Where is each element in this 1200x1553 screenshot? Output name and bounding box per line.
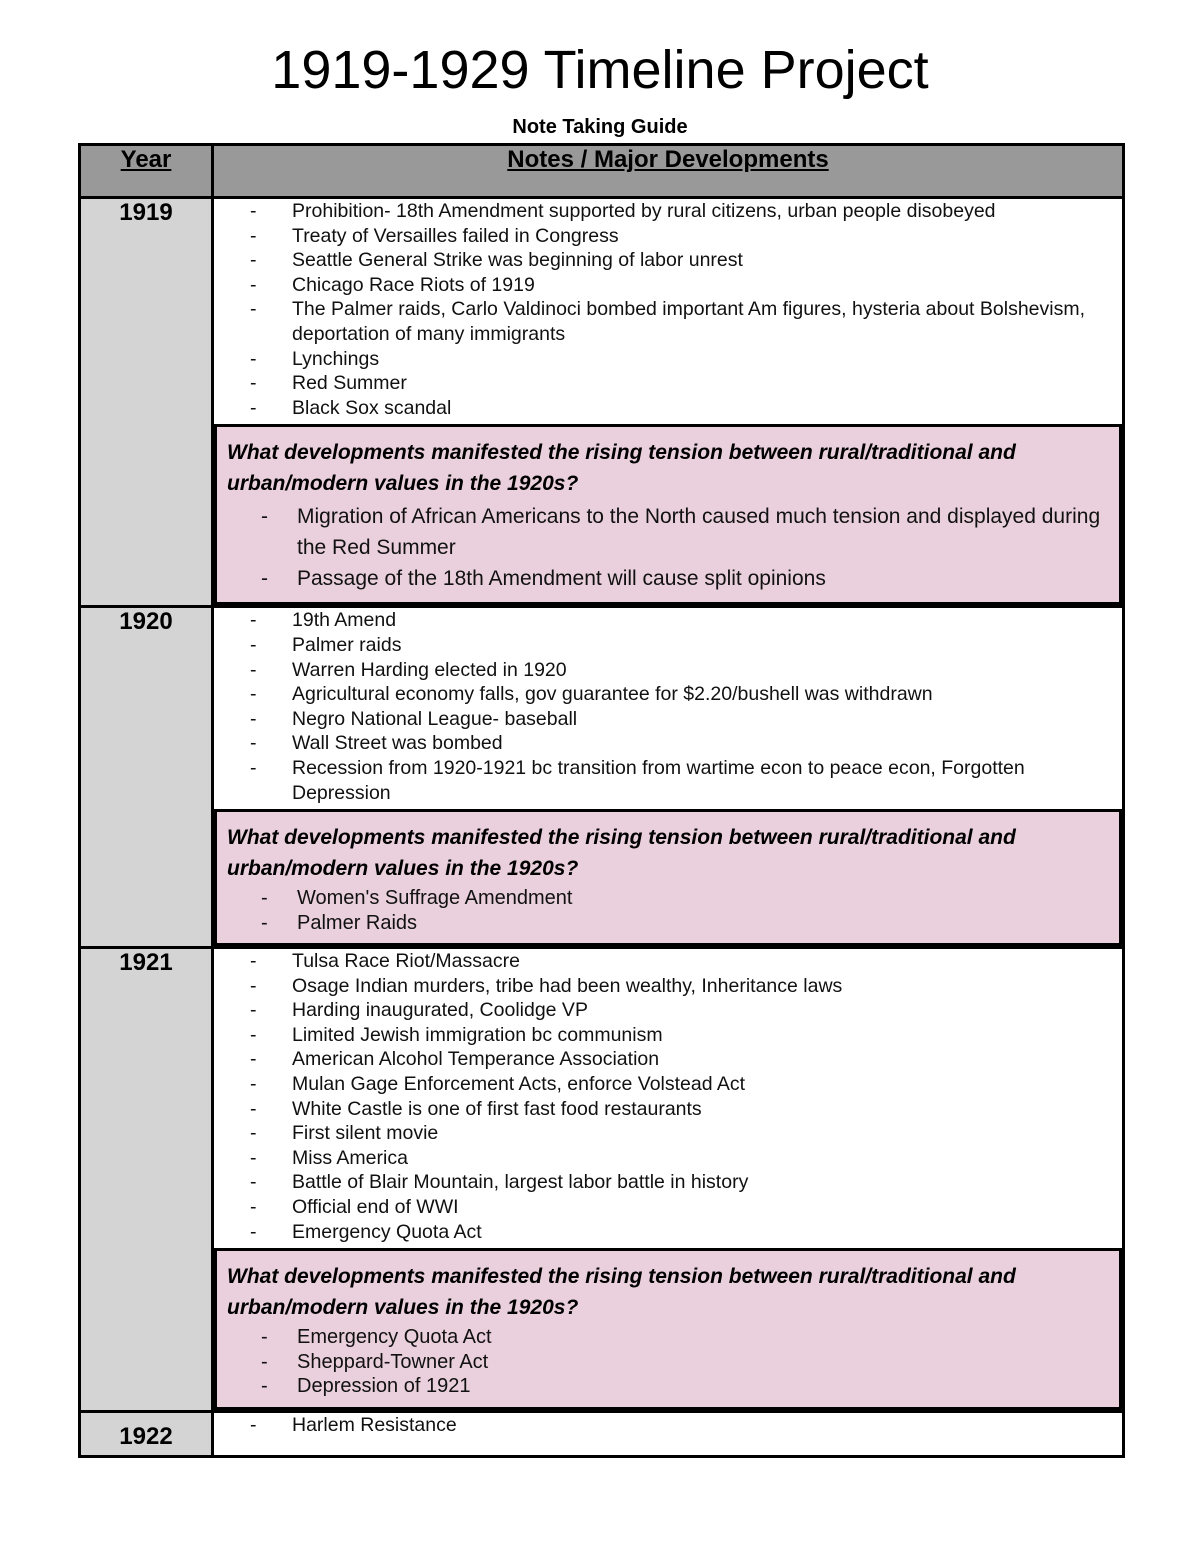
note-item: - Battle of Blair Mountain, largest labor battle in history [250, 1170, 1122, 1195]
answer-item: - Emergency Quota Act [261, 1325, 1109, 1350]
answer-item: - Passage of the 18th Amendment will cause split opinions [261, 563, 1109, 594]
question-text: What developments manifested the rising tension between rural/traditional and urban/modern values in the 1920s? [227, 826, 1016, 881]
note-item: - Red Summer [250, 371, 1122, 396]
answer-list [227, 886, 1109, 935]
note-item: - Recession from 1920-1921 bc transition from wartime econ to peace econ, Forgotten Depression [250, 756, 1122, 805]
year-cell: 1919 [80, 198, 213, 607]
note-item: - Miss America [250, 1146, 1122, 1171]
note-item: - 19th Amend [250, 608, 1122, 633]
answer-list [227, 1325, 1109, 1399]
notes-list [214, 1413, 1122, 1438]
note-item: - Palmer raids [250, 633, 1122, 658]
note-item: - Lynchings [250, 347, 1122, 372]
notes-list [214, 608, 1122, 805]
answer-item: - Depression of 1921 [261, 1374, 1109, 1399]
table-row [80, 607, 1124, 948]
question-text: What developments manifested the rising tension between rural/traditional and urban/modern values in the 1920s? [227, 1265, 1016, 1320]
page-title: 1919-1929 Timeline Project [271, 40, 929, 100]
question-box [214, 809, 1122, 946]
notes-cell [213, 948, 1124, 1412]
note-item: - Black Sox scandal [250, 396, 1122, 421]
question-text: What developments manifested the rising tension between rural/traditional and urban/modern values in the 1920s? [227, 441, 1016, 496]
note-item: - Prohibition- 18th Amendment supported by rural citizens, urban people disobeyed [250, 199, 1122, 224]
note-item: - Tulsa Race Riot/Massacre [250, 949, 1122, 974]
note-item: - Harlem Resistance [250, 1413, 1122, 1438]
question-box [214, 1248, 1122, 1410]
note-item: - Chicago Race Riots of 1919 [250, 273, 1122, 298]
question-box [214, 424, 1122, 605]
answer-item: - Women's Suffrage Amendment [261, 886, 1109, 911]
note-item: - Negro National League- baseball [250, 707, 1122, 732]
note-item: - White Castle is one of first fast food restaurants [250, 1097, 1122, 1122]
timeline-table [78, 143, 1125, 1458]
notes-list [214, 199, 1122, 420]
notes-column-header: Notes / Major Developments [213, 145, 1124, 198]
note-item: - Warren Harding elected in 1920 [250, 658, 1122, 683]
notes-cell [213, 198, 1124, 607]
year-column-header: Year [80, 145, 213, 198]
notes-list [214, 949, 1122, 1244]
note-item: - The Palmer raids, Carlo Valdinoci bombed important Am figures, hysteria about Bolshevism, deportation of many immigrants [250, 297, 1122, 346]
table-row [80, 948, 1124, 1412]
note-item: - Limited Jewish immigration bc communism [250, 1023, 1122, 1048]
note-item: - American Alcohol Temperance Association [250, 1047, 1122, 1072]
note-item: - Treaty of Versailles failed in Congress [250, 224, 1122, 249]
year-cell: 1922 [80, 1411, 213, 1456]
note-item: - Harding inaugurated, Coolidge VP [250, 998, 1122, 1023]
note-item: - Wall Street was bombed [250, 731, 1122, 756]
note-item: - Osage Indian murders, tribe had been wealthy, Inheritance laws [250, 974, 1122, 999]
note-item: - Official end of WWI [250, 1195, 1122, 1220]
year-cell: 1921 [80, 948, 213, 1412]
note-item: - Seattle General Strike was beginning of labor unrest [250, 248, 1122, 273]
answer-item: - Migration of African Americans to the North caused much tension and displayed during the Red Summer [261, 501, 1109, 563]
note-item: - Mulan Gage Enforcement Acts, enforce Volstead Act [250, 1072, 1122, 1097]
answer-list [227, 501, 1109, 594]
table-row [80, 1411, 1124, 1456]
notes-cell [213, 1411, 1124, 1456]
answer-item: - Sheppard-Towner Act [261, 1350, 1109, 1375]
note-item: - Emergency Quota Act [250, 1220, 1122, 1245]
answer-item: - Palmer Raids [261, 911, 1109, 936]
table-row [80, 198, 1124, 607]
notes-cell [213, 607, 1124, 948]
table-header-row [80, 145, 1124, 198]
note-item: - Agricultural economy falls, gov guarantee for $2.20/bushell was withdrawn [250, 682, 1122, 707]
page-subtitle: Note Taking Guide [512, 116, 688, 138]
year-cell: 1920 [80, 607, 213, 948]
note-item: - First silent movie [250, 1121, 1122, 1146]
